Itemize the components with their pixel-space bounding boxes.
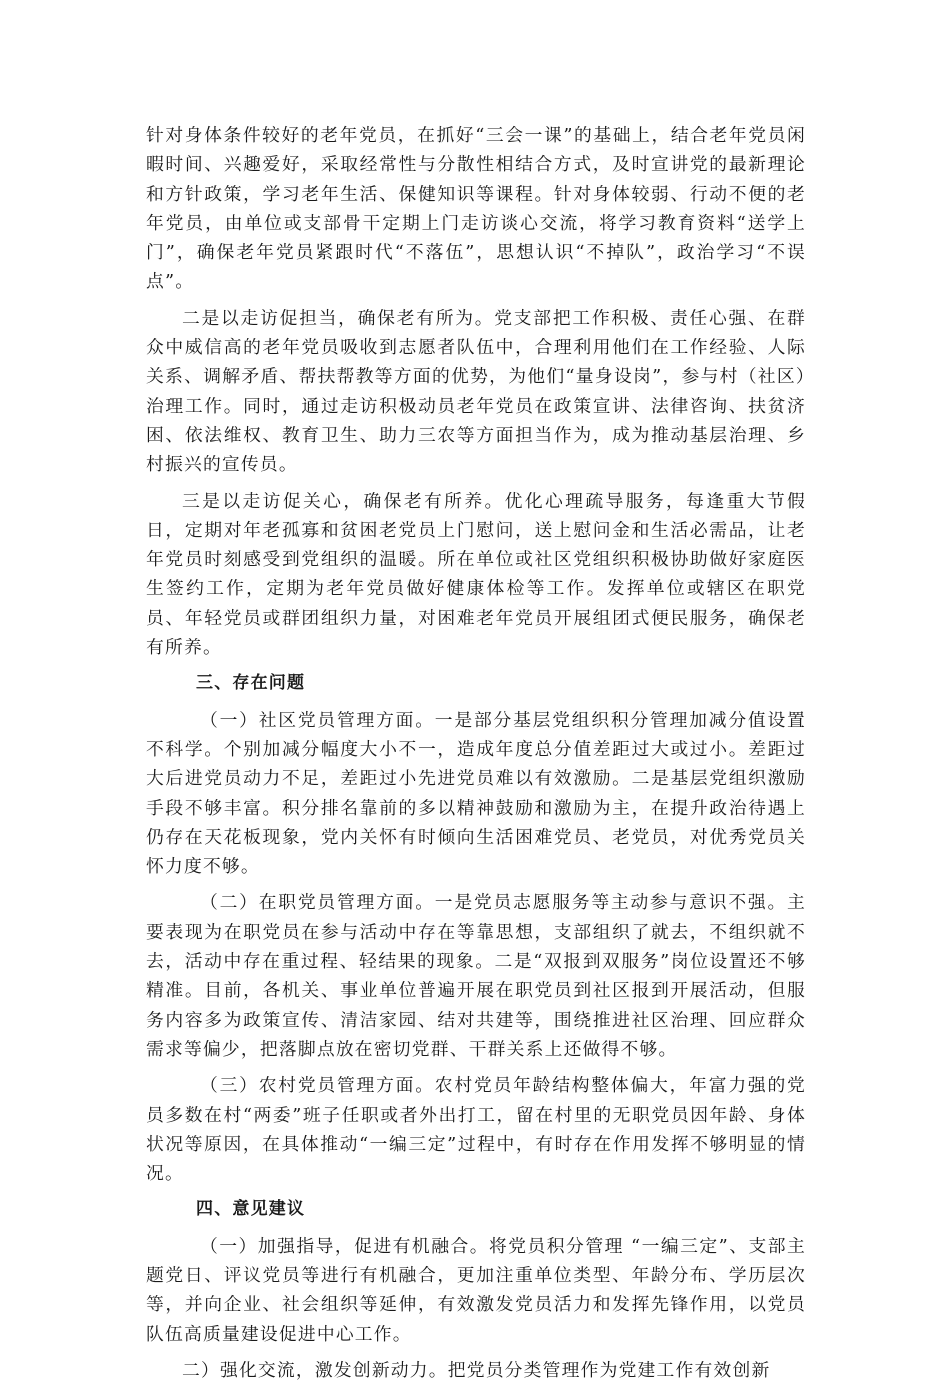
paragraph-visit-responsibility: 二是以走访促担当，确保老有所为。党支部把工作积极、责任心强、在群众中威信高的老年党员吸收到志愿者队伍中，合理利用他们在工作经验、人际关系、调解矛盾、帮扶帮教等方面的优势，为他们“量身设岗”，参与村（社区）治理工作。同时，通过走访积极动员老年党员在政策宣讲、法律咨询、扶贫济困、依法维权、教育卫生、助力三农等方面担当作为，成为推动基层治理、乡村振兴的宣传员。	[146, 307, 806, 476]
section-heading-problems: 三、存在问题	[196, 673, 306, 694]
paragraph-strengthen-exchange: 二）强化交流，激发创新动力。把党员分类管理作为党建工作有效创新	[182, 1359, 771, 1381]
paragraph-community-members: （一）社区党员管理方面。一是部分基层党组织积分管理加减分值设置不科学。个别加减分幅度大小不一，造成年度总分值差距过大或过小。差距过大后进党员动力不足，差距过小先进党员难以有效激励。二是基层党组织激励手段不够丰富。积分排名靠前的多以精神鼓励和激励为主，在提升政治待遇上仍存在天花板现象，党内关怀有时倾向生活困难党员、老党员，对优秀党员关怀力度不够。	[146, 709, 806, 878]
paragraph-rural-members: （三）农村党员管理方面。农村党员年龄结构整体偏大，年富力强的党员多数在村“两委”班子任职或者外出打工，留在村里的无职党员因年龄、身体状况等原因，在具体推动“一编三定”过程中，有时存在作用发挥不够明显的情况。	[146, 1075, 806, 1185]
paragraph-study-education: 针对身体条件较好的老年党员，在抓好“三会一课”的基础上，结合老年党员闲暇时间、兴趣爱好，采取经常性与分散性相结合方式，及时宣讲党的最新理论和方针政策，学习老年生活、保健知识等课程。针对身体较弱、行动不便的老年党员，由单位或支部骨干定期上门走访谈心交流，将学习教育资料“送学上门”，确保老年党员紧跟时代“不落伍”，思想认识“不掉队”，政治学习“不误点”。	[146, 125, 806, 293]
section-heading-suggestions: 四、意见建议	[196, 1199, 306, 1220]
paragraph-employed-members: （二）在职党员管理方面。一是党员志愿服务等主动参与意识不强。主要表现为在职党员在参与活动中存在等靠思想，支部组织了就去，不组织就不去，活动中存在重过程、轻结果的现象。二是“双报到双服务”岗位设置还不够精准。目前，各机关、事业单位普遍开展在职党员到社区报到开展活动，但服务内容多为政策宣传、清洁家园、结对共建等，围绕推进社区治理、回应群众需求等偏少，把落脚点放在密切党群、干群关系上还做得不够。	[146, 892, 806, 1060]
paragraph-strengthen-guidance: （一）加强指导，促进有机融合。将党员积分管理 “一编三定”、支部主题党日、评议党员等进行有机融合，更加注重单位类型、年龄分布、学历层次等，并向企业、社会组织等延伸，有效激发党员活力和发挥先锋作用，以党员队伍高质量建设促进中心工作。	[146, 1235, 806, 1345]
paragraph-visit-care: 三是以走访促关心，确保老有所养。优化心理疏导服务，每逢重大节假日，定期对年老孤寡和贫困老党员上门慰问，送上慰问金和生活必需品，让老年党员时刻感受到党组织的温暖。所在单位或社区党组织积极协助做好家庭医生签约工作，定期为老年党员做好健康体检等工作。发挥单位或辖区在职党员、年轻党员或群团组织力量，对困难老年党员开展组团式便民服务，确保老有所养。	[146, 490, 806, 659]
document-page	[146, 121, 806, 1392]
